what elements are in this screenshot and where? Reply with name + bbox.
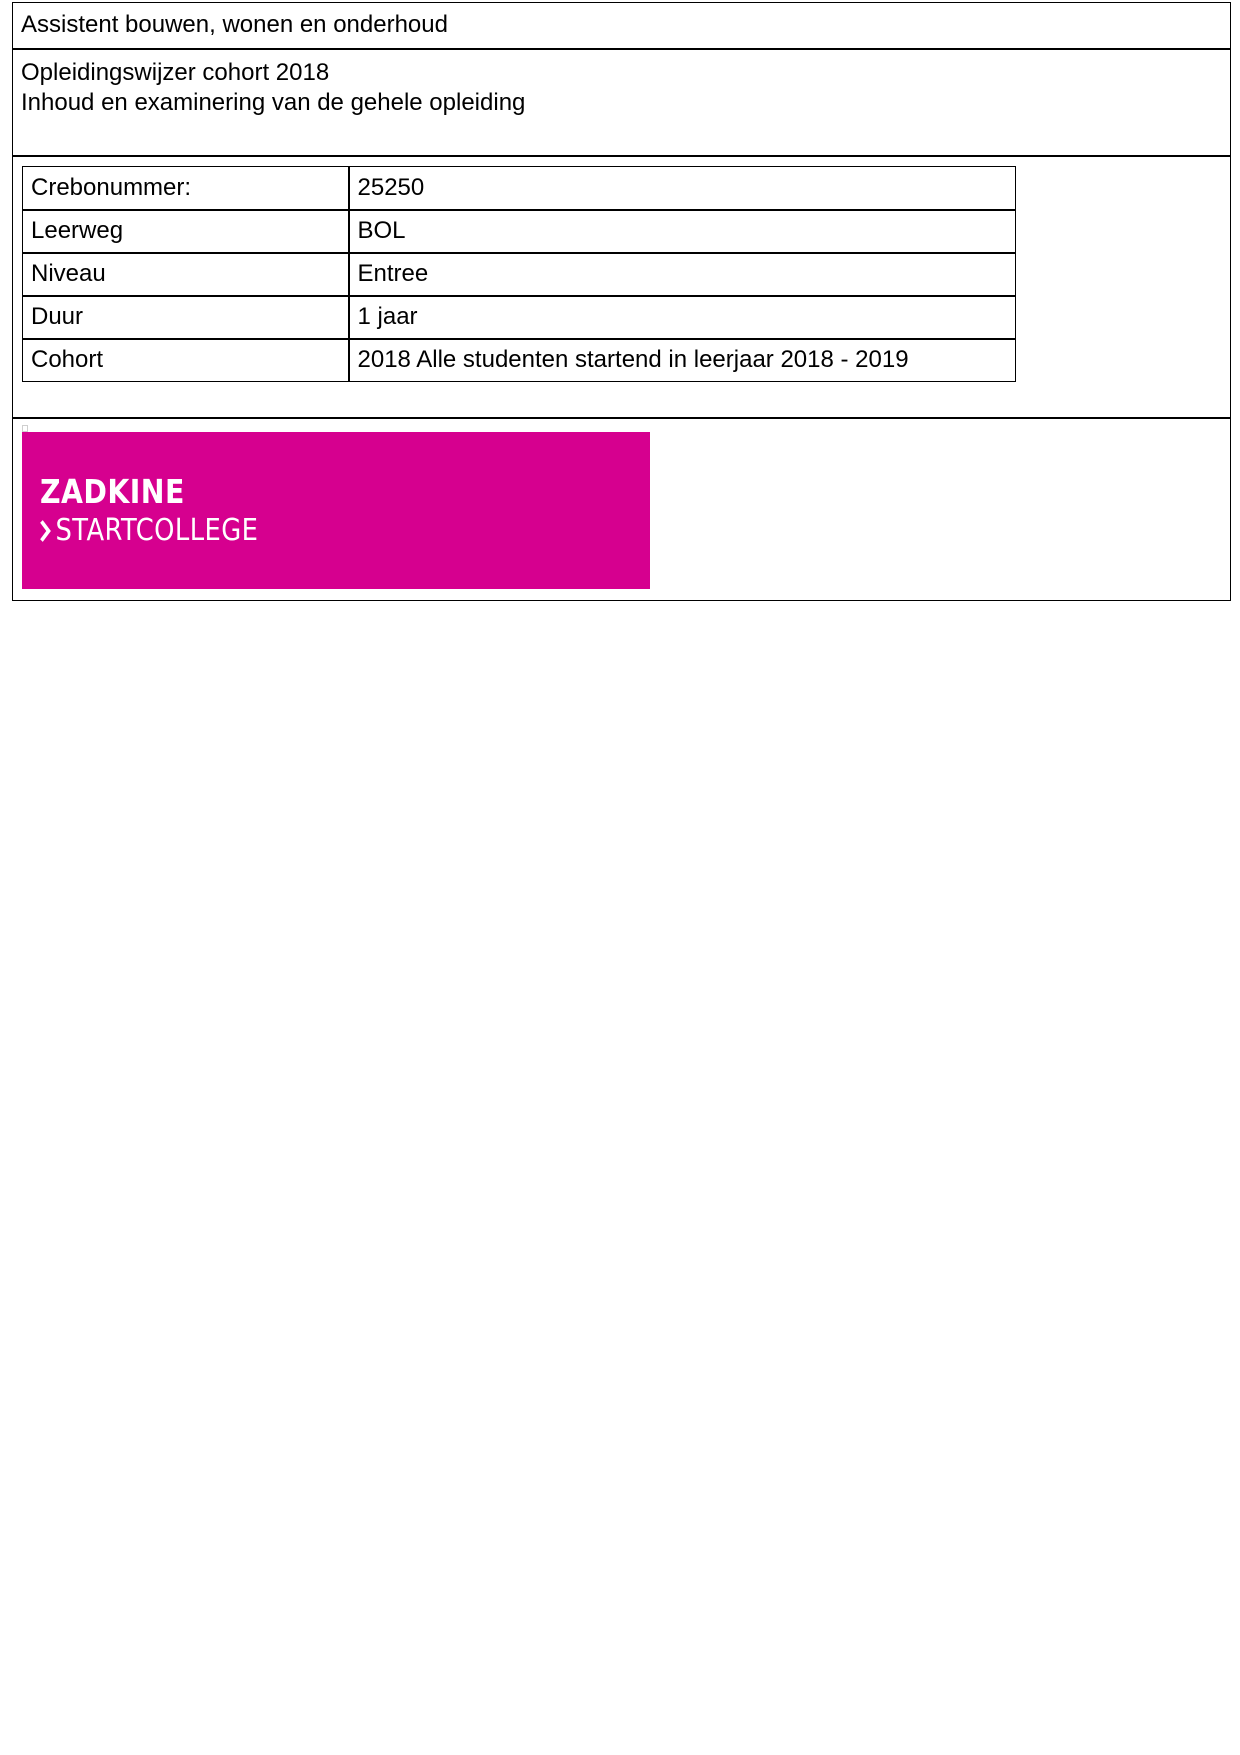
subtitle-line-1: Opleidingswijzer cohort 2018 — [21, 59, 330, 86]
subtitle-row — [13, 50, 1230, 157]
table-row — [23, 167, 1016, 210]
duur-value: 1 jaar — [349, 296, 1016, 339]
table-row — [23, 253, 1016, 296]
zadkine-logo — [22, 432, 650, 589]
table-row — [23, 210, 1016, 253]
duur-label: Duur — [23, 296, 349, 339]
cohort-value: 2018 Alle studenten startend in leerjaar 2018 - 2019 — [349, 339, 1016, 382]
program-title-row — [13, 3, 1230, 50]
logo-line-2-text: STARTCOLLEGE — [55, 513, 259, 548]
info-table — [22, 166, 1016, 382]
subtitle-line-2: Inhoud en examinering van de gehele opleiding — [21, 89, 526, 116]
niveau-label: Niveau — [23, 253, 349, 296]
crebo-value: 25250 — [349, 167, 1016, 210]
table-row — [23, 296, 1016, 339]
crebo-label: Crebonummer: — [23, 167, 349, 210]
table-row — [23, 339, 1016, 382]
leerweg-label: Leerweg — [23, 210, 349, 253]
cohort-label: Cohort — [23, 339, 349, 382]
logo-line-1: ZADKINE — [40, 472, 185, 511]
image-anchor-mark — [22, 425, 28, 432]
document-frame — [12, 2, 1231, 601]
info-table-row — [13, 157, 1230, 419]
leerweg-value: BOL — [349, 210, 1016, 253]
logo-line-2 — [40, 514, 258, 548]
niveau-value: Entree — [349, 253, 1016, 296]
logo-row — [13, 419, 1230, 600]
program-title: Assistent bouwen, wonen en onderhoud — [21, 11, 448, 38]
chevron-right-icon — [40, 514, 52, 548]
